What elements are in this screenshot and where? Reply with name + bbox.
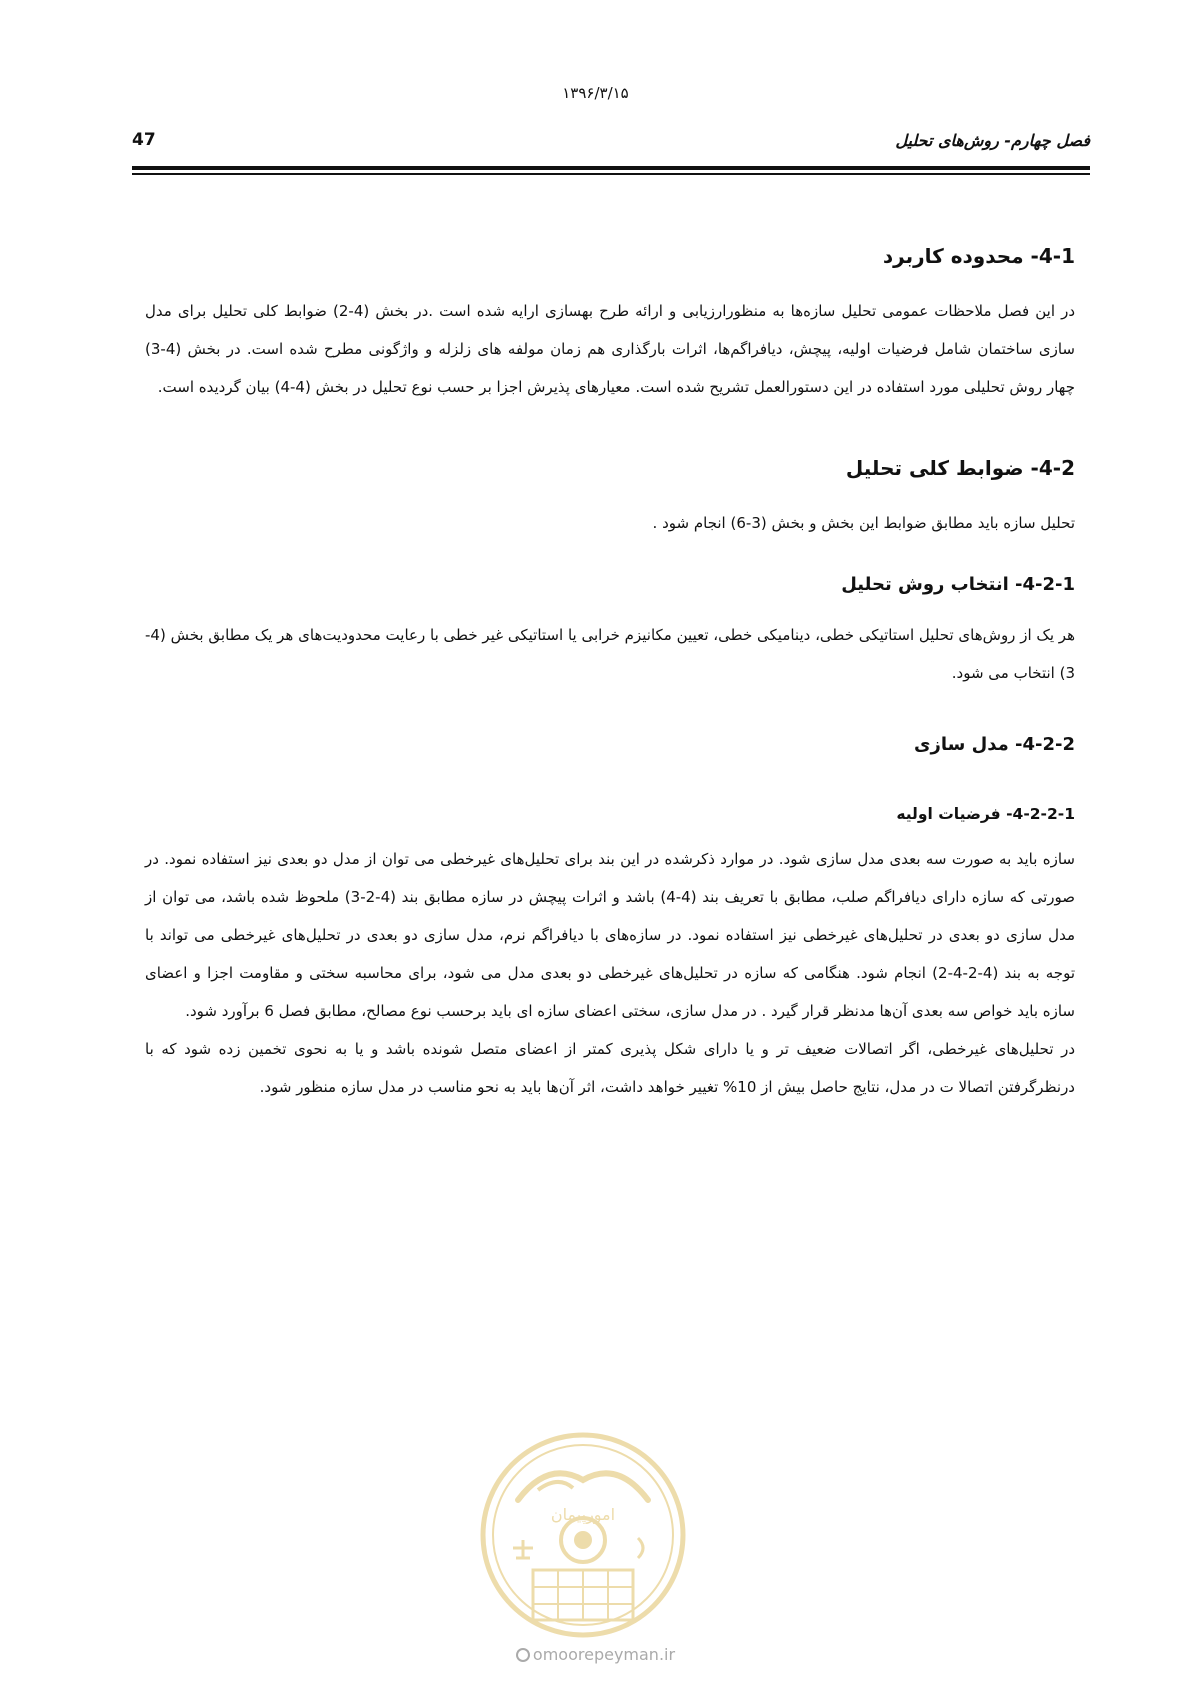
section-body-4-2-1: هر یک از روش‌های تحلیل استاتیکی خطی، دینامیکی خطی، تعیین مکانیزم خرابی یا استاتیکی غیر خطی با رعایت محدودیت‌های هر یک مطابق بخش (4-3) انتخاب می شود. xyxy=(145,626,1075,682)
section-body-4-2-2-1-b: در تحلیل‌های غیرخطی، اگر اتصالات ضعیف تر و یا دارای شکل پذیری کمتر از اعضای متصل شونده باشد و یا به نحوی تخمین زده شود که با درنظرگرفتن اتصالا ت در مدل، نتایج حاصل بیش از 10% تغییر خواهد داشت، اثر آن‌ها باید به نحو مناسب در مدل سازه منظور شود. xyxy=(145,1040,1075,1096)
section-heading-4-2: 4-2- ضوابط کلی تحلیل xyxy=(845,456,1075,480)
section-body-4-2-2-1-a: سازه باید به صورت سه بعدی مدل سازی شود. در موارد ذکرشده در این بند برای تحلیل‌های غیرخطی می توان از مدل دو بعدی نیز استفاده نمود. در صورتی که سازه دارای دیافراگم صلب، مطابق با تعریف بند (4-4) باشد و اثرات پیچش در سازه مطابق بند (4-2-3) ملحوظ شده باشد، می توان از مدل سازی دو بعدی در تحلیل‌های غیرخطی نیز استفاده نمود. در سازه‌های با دیافراگم نرم، مدل سازی دو بعدی در تحلیل‌های غیرخطی می تواند با توجه به بند (4-2-4-2) انجام شود. هنگامی که سازه در تحلیل‌های غیرخطی دو بعدی مدل می شود، برای محاسبه سختی و مقاومت اجزا و اعضای سازه باید خواص سه بعدی آن‌ها مدنظر قرار گیرد . در مدل سازی، سختی اعضای سازه ای باید برحسب نوع مصالح، مطابق فصل 6 برآورد شود. xyxy=(145,850,1075,1020)
watermark-url-text: omoorepeyman.ir xyxy=(532,1645,676,1664)
watermark-url xyxy=(0,1645,1191,1664)
section-heading-4-2-2-1: 4-2-2-1- فرضیات اولیه xyxy=(896,805,1075,823)
section-body-4-2: تحلیل سازه باید مطابق ضوابط این بخش و بخش (3-6) انجام شود . xyxy=(652,514,1075,532)
date-stamp: ۱۳۹۶/۳/۱۵ xyxy=(562,84,629,102)
running-header xyxy=(132,128,1090,158)
watermark-logo-icon xyxy=(478,1430,688,1640)
section-heading-4-1: 4-1- محدوده کاربرد xyxy=(882,244,1075,268)
at-sign-icon xyxy=(516,1648,530,1662)
section-heading-4-2-2: 4-2-2- مدل سازی xyxy=(914,734,1075,755)
section-heading-4-2-1: 4-2-1- انتخاب روش تحلیل xyxy=(841,574,1075,595)
header-rule-thick xyxy=(132,166,1090,170)
chapter-title: فصل چهارم- روش‌های تحلیل xyxy=(895,131,1090,150)
section-body-4-1: در این فصل ملاحظات عمومی تحلیل سازه‌ها به منظورارزیابی و ارائه طرح بهسازی ارایه شده است .در بخش (4-2) ضوابط کلی تحلیل برای مدل سازی ساختمان شامل فرضیات اولیه، پیچش، دیافراگم‌ها، اثرات بارگذاری هم زمان مولفه های زلزله و واژگونی مطرح شده است. در بخش (4-3) چهار روش تحلیلی مورد استفاده در این دستورالعمل تشریح شده است. معیارهای پذیرش اجزا بر حسب نوع تحلیل در بخش (4-4) بیان گردیده است. xyxy=(145,302,1075,396)
main-content xyxy=(145,242,1075,1106)
page-number: 47 xyxy=(132,130,156,150)
svg-text:امورپیمان: امورپیمان xyxy=(550,1505,616,1524)
header-rule-thin xyxy=(132,173,1090,175)
